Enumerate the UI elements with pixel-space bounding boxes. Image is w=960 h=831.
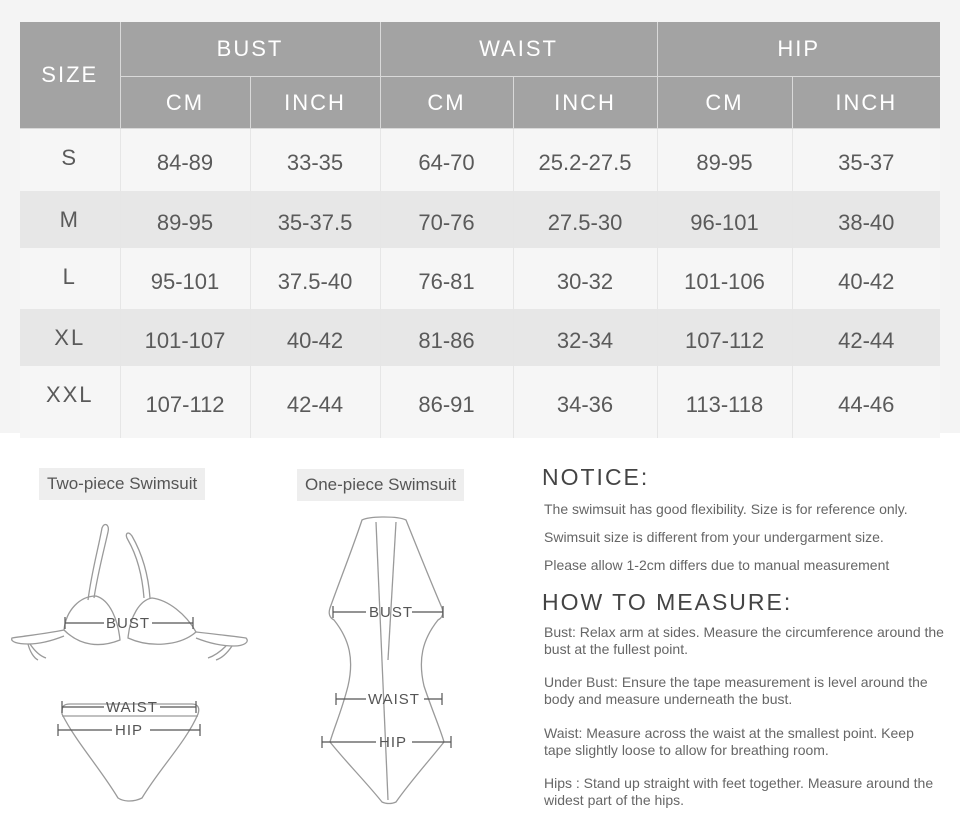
- size-header: SIZE: [20, 22, 120, 129]
- table-row: [20, 309, 940, 366]
- table-cell: 81-86: [380, 309, 513, 366]
- two-piece-title: Two-piece Swimsuit: [39, 468, 205, 500]
- table-cell: 35-37.5: [250, 191, 380, 248]
- size-label: XL: [20, 309, 120, 366]
- table-cell: 32-34: [513, 309, 657, 366]
- unit-header: INCH: [250, 77, 380, 129]
- table-cell: 40-42: [792, 248, 940, 309]
- one-piece-waist-label: WAIST: [368, 691, 420, 708]
- size-label: XXL: [20, 366, 120, 438]
- unit-header: INCH: [513, 77, 657, 129]
- one-piece-hip-label: HIP: [379, 734, 408, 751]
- table-cell: 33-35: [250, 129, 380, 191]
- table-row: [20, 366, 940, 438]
- table-cell: 89-95: [657, 129, 792, 191]
- table-cell: 35-37: [792, 129, 940, 191]
- table-cell: 86-91: [380, 366, 513, 438]
- table-cell: 27.5-30: [513, 191, 657, 248]
- size-chart-table: [20, 22, 940, 438]
- unit-header: CM: [657, 77, 792, 129]
- size-label: M: [20, 191, 120, 248]
- table-cell: 76-81: [380, 248, 513, 309]
- table-cell: 40-42: [250, 309, 380, 366]
- unit-header: INCH: [792, 77, 940, 129]
- table-cell: 101-107: [120, 309, 250, 366]
- two-piece-swimsuit-diagram: [0, 510, 270, 810]
- table-cell: 95-101: [120, 248, 250, 309]
- measure-instruction: Bust: Relax arm at sides. Measure the circumference around the bust at the fullest point.: [544, 624, 944, 657]
- one-piece-title: One-piece Swimsuit: [297, 469, 464, 501]
- table-cell: 96-101: [657, 191, 792, 248]
- table-cell: 89-95: [120, 191, 250, 248]
- measure-instruction: Under Bust: Ensure the tape measurement is level around the body and measure underneath the bust.: [544, 674, 928, 707]
- table-cell: 37.5-40: [250, 248, 380, 309]
- table-row: [20, 129, 940, 191]
- notice-line: Please allow 1-2cm differs due to manual measurement: [544, 557, 890, 573]
- notice-line: The swimsuit has good flexibility. Size is for reference only.: [544, 501, 908, 517]
- two-piece-waist-label: WAIST: [106, 699, 158, 716]
- table-cell: 107-112: [657, 309, 792, 366]
- one-piece-bust-label: BUST: [369, 604, 414, 621]
- table-cell: 25.2-27.5: [513, 129, 657, 191]
- table-cell: 113-118: [657, 366, 792, 438]
- table-cell: 34-36: [513, 366, 657, 438]
- measure-instruction: Hips : Stand up straight with feet together. Measure around the widest part of the hips.: [544, 775, 934, 808]
- unit-header: CM: [380, 77, 513, 129]
- unit-header: CM: [120, 77, 250, 129]
- bust-header: BUST: [120, 22, 380, 77]
- two-piece-bust-label: BUST: [106, 615, 151, 632]
- table-cell: 42-44: [250, 366, 380, 438]
- table-row: [20, 248, 940, 309]
- size-label: L: [20, 248, 120, 309]
- one-piece-swimsuit-diagram: [300, 510, 480, 810]
- notice-line: Swimsuit size is different from your undergarment size.: [544, 529, 884, 545]
- measure-instruction: Waist: Measure across the waist at the smallest point. Keep tape slightly loose to allow for breathing room.: [544, 725, 914, 758]
- table-cell: 44-46: [792, 366, 940, 438]
- table-row: [20, 191, 940, 248]
- table-cell: 64-70: [380, 129, 513, 191]
- table-cell: 38-40: [792, 191, 940, 248]
- table-cell: 107-112: [120, 366, 250, 438]
- hip-header: HIP: [657, 22, 940, 77]
- how-to-measure-heading: HOW TO MEASURE:: [542, 589, 793, 615]
- table-cell: 84-89: [120, 129, 250, 191]
- table-cell: 70-76: [380, 191, 513, 248]
- notice-heading: NOTICE:: [542, 464, 650, 490]
- table-cell: 101-106: [657, 248, 792, 309]
- two-piece-hip-label: HIP: [115, 722, 144, 739]
- table-cell: 30-32: [513, 248, 657, 309]
- waist-header: WAIST: [380, 22, 657, 77]
- size-label: S: [20, 129, 120, 191]
- table-cell: 42-44: [792, 309, 940, 366]
